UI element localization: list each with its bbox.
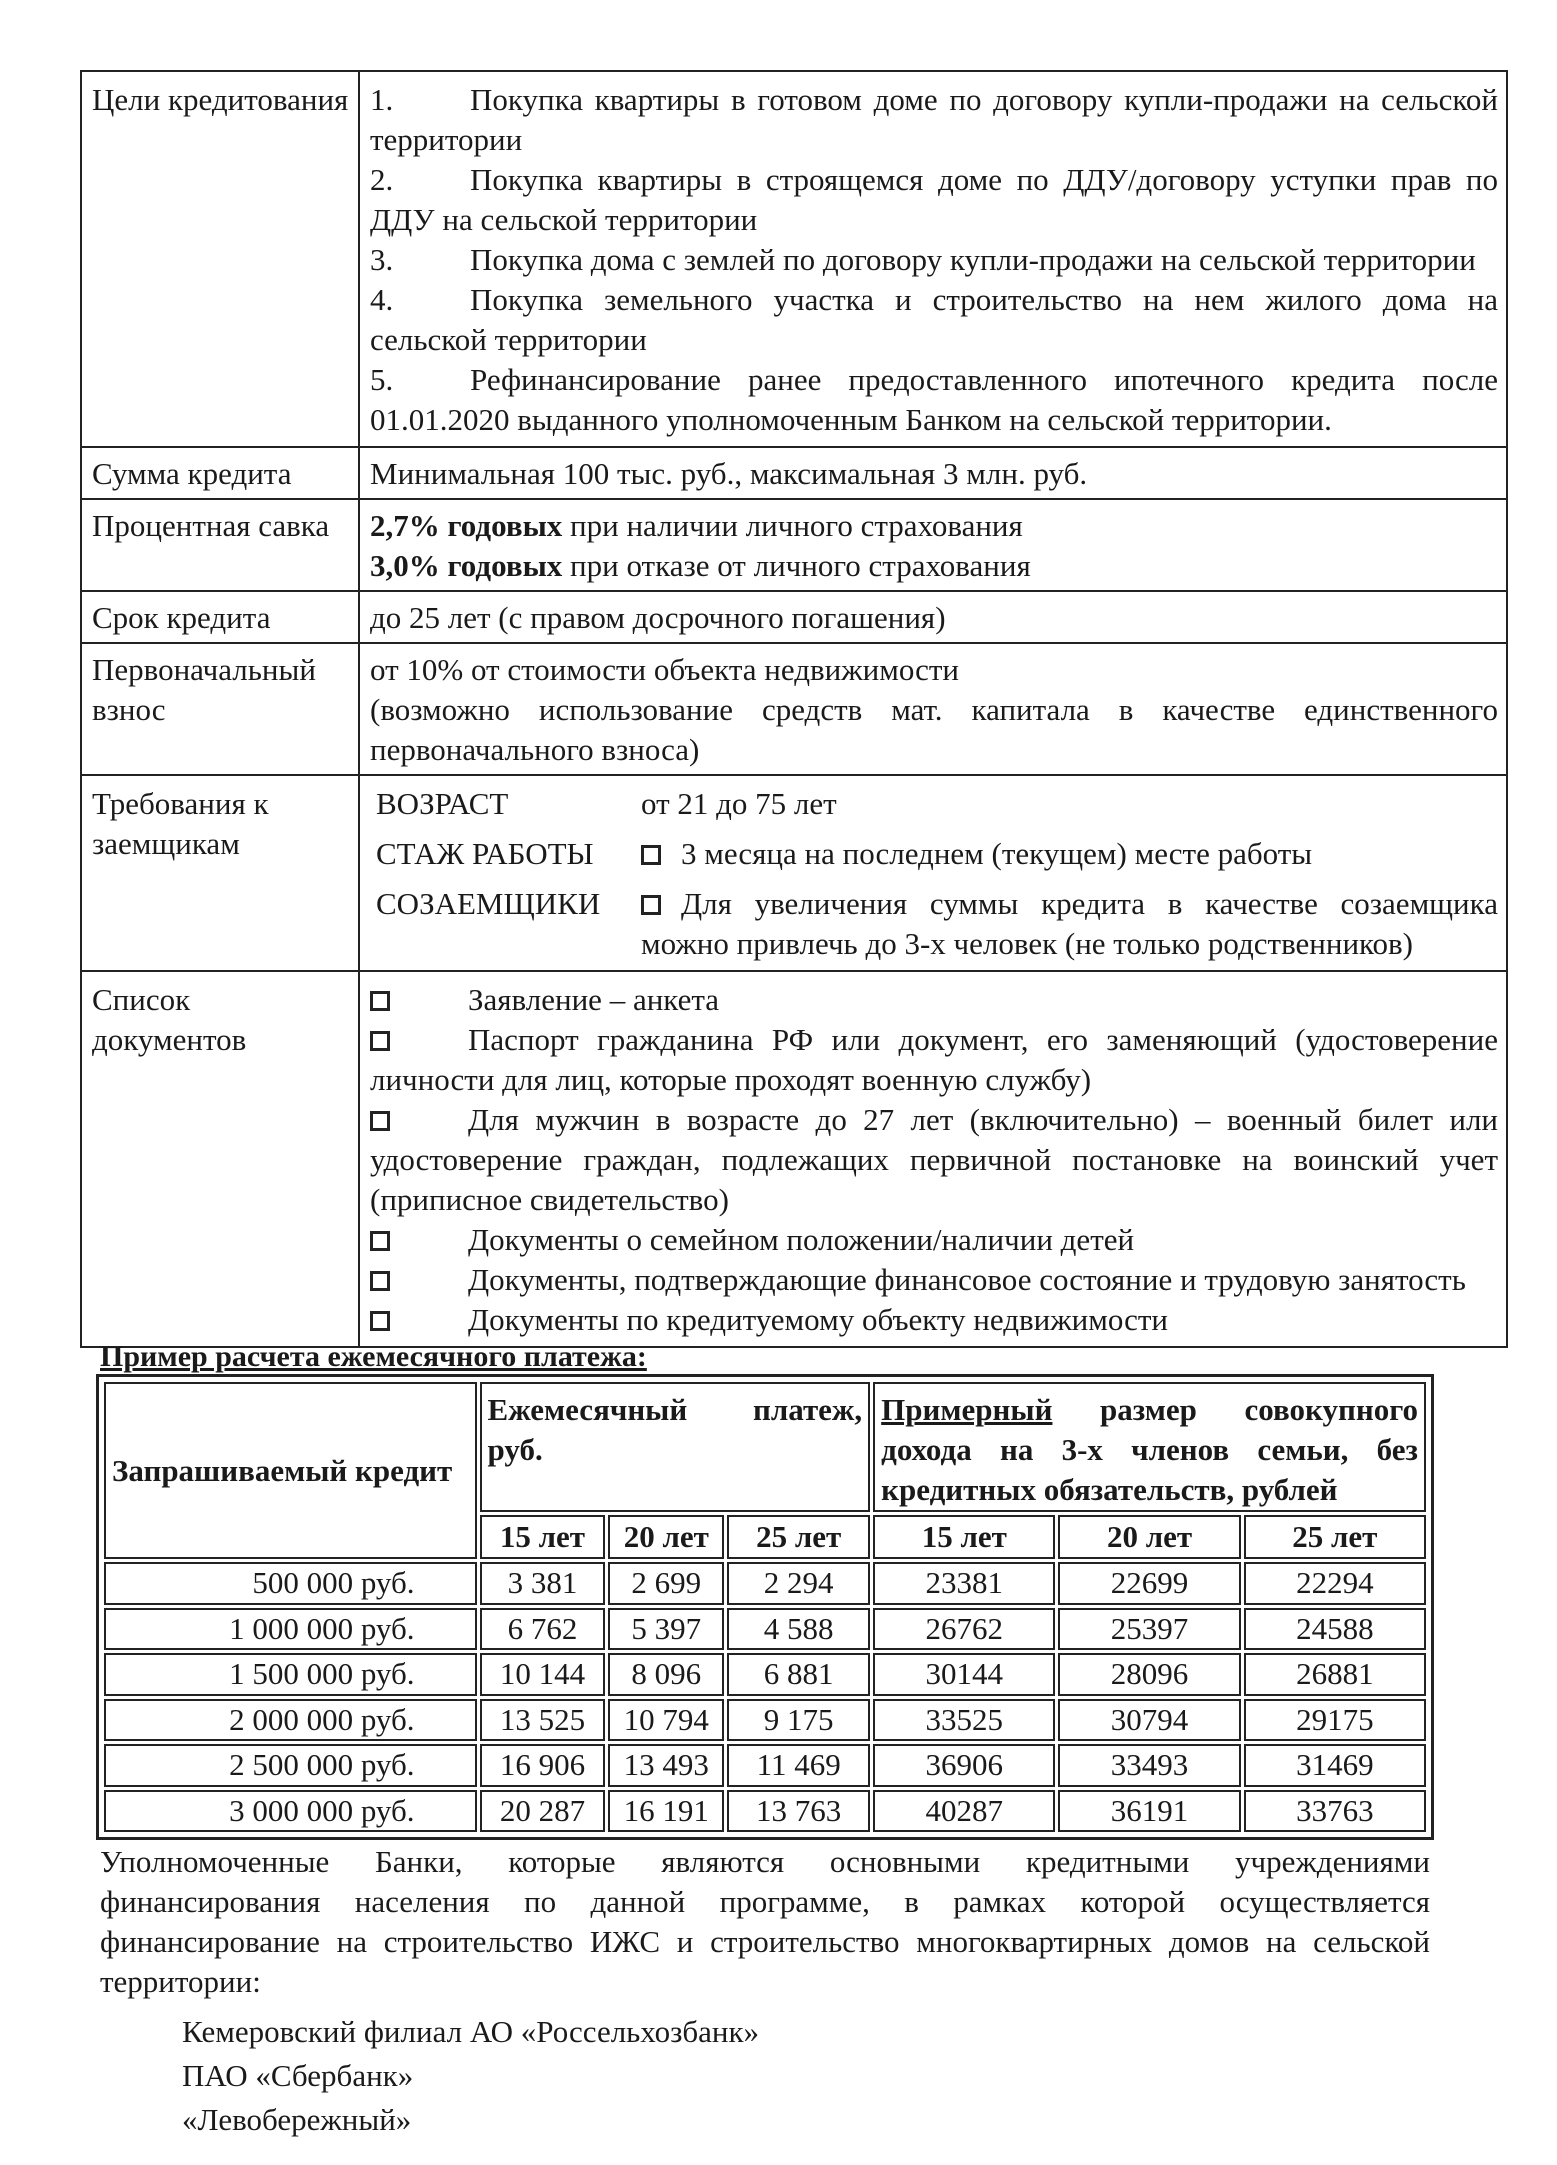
conditions-row-goals bbox=[81, 71, 1507, 447]
table-row bbox=[104, 1562, 1426, 1605]
payment-table-frame bbox=[96, 1374, 1434, 1840]
amount-value: Минимальная 100 тыс. руб., максимальная 3 млн. руб. bbox=[359, 447, 1507, 499]
monthly-payment-25: 6 881 bbox=[727, 1653, 870, 1696]
requested-amount: 500 000 руб. bbox=[104, 1562, 477, 1605]
document-item: Документы о семейном положении/наличии детей bbox=[370, 1220, 1498, 1260]
bank-item: Кемеровский филиал АО «Россельхозбанк» bbox=[182, 2014, 760, 2049]
down-payment-label: Первоначальный взнос bbox=[81, 643, 359, 775]
requested-amount: 1 500 000 руб. bbox=[104, 1653, 477, 1696]
conditions-row-rate bbox=[81, 499, 1507, 591]
income-15: 33525 bbox=[873, 1699, 1055, 1742]
table-row bbox=[104, 1699, 1426, 1742]
table-row bbox=[104, 1608, 1426, 1651]
monthly-payment-25: 2 294 bbox=[727, 1562, 870, 1605]
document-item: Заявление – анкета bbox=[370, 980, 1498, 1020]
monthly-payment-15: 10 144 bbox=[480, 1653, 606, 1696]
rate-label: Процентная савка bbox=[81, 499, 359, 591]
document-item: Документы по кредитуемому объекту недвижимости bbox=[370, 1300, 1498, 1340]
requirements-label: Требования к заемщикам bbox=[81, 775, 359, 971]
monthly-payment-15: 3 381 bbox=[480, 1562, 606, 1605]
document-item: Паспорт гражданина РФ или документ, его заменяющий (удостоверение личности для лиц, которые проходят военную службу) bbox=[370, 1022, 1498, 1097]
monthly-payment-15: 16 906 bbox=[480, 1744, 606, 1787]
checkbox-icon bbox=[641, 845, 661, 865]
monthly-payment-20: 10 794 bbox=[608, 1699, 724, 1742]
income-25: 24588 bbox=[1244, 1608, 1426, 1651]
goals-label: Цели кредитования bbox=[81, 71, 359, 447]
conditions-row-down-payment bbox=[81, 643, 1507, 775]
bank-item: «Левобережный» bbox=[182, 2102, 412, 2137]
checkbox-icon bbox=[641, 895, 661, 915]
year-header: 20 лет bbox=[1058, 1515, 1240, 1559]
goals-list bbox=[359, 71, 1507, 447]
conditions-row-requirements bbox=[81, 775, 1507, 971]
documents-list bbox=[359, 971, 1507, 1347]
checkbox-icon bbox=[370, 1271, 390, 1291]
income-15: 26762 bbox=[873, 1608, 1055, 1651]
document-item: Для мужчин в возрасте до 27 лет (включительно) – военный билет или удостоверение граждан, подлежащих первичной постановке на воинский учет (приписное свидетельство) bbox=[370, 1102, 1498, 1217]
checkbox-icon bbox=[370, 1031, 390, 1051]
income-15: 30144 bbox=[873, 1653, 1055, 1696]
conditions-row-term bbox=[81, 591, 1507, 643]
conditions-row-amount bbox=[81, 447, 1507, 499]
goal-item: 1. Покупка квартиры в готовом доме по договору купли-продажи на сельской территории bbox=[370, 82, 1498, 157]
year-header: 25 лет bbox=[727, 1515, 870, 1559]
income-25: 33763 bbox=[1244, 1790, 1426, 1833]
monthly-payment-15: 13 525 bbox=[480, 1699, 606, 1742]
monthly-payment-20: 5 397 bbox=[608, 1608, 724, 1651]
checkbox-icon bbox=[370, 1231, 390, 1251]
goal-item: 2. Покупка квартиры в строящемся доме по ДДУ/договору уступки прав по ДДУ на сельской территории bbox=[370, 162, 1498, 237]
term-value: до 25 лет (с правом досрочного погашения) bbox=[359, 591, 1507, 643]
bank-list bbox=[182, 2010, 759, 2142]
document-item: Документы, подтверждающие финансовое состояние и трудовую занятость bbox=[370, 1260, 1498, 1300]
authorized-banks-text: Уполномоченные Банки, которые являются основными кредитными учреждениями финансирования населения по данной программе, в рамках которой осуществляется финансирование на строительство ИЖС и строительство многоквартирных домов на сельской территории: bbox=[100, 1844, 1430, 1999]
col-requested-credit: Запрашиваемый кредит bbox=[104, 1382, 477, 1559]
col-approx-income: Примерный размер совокупного дохода на 3-х членов семьи, без кредитных обязательств, рублей bbox=[873, 1382, 1426, 1512]
monthly-payment-20: 2 699 bbox=[608, 1562, 724, 1605]
payment-header-row bbox=[104, 1382, 1426, 1512]
requested-amount: 3 000 000 руб. bbox=[104, 1790, 477, 1833]
goal-item: 4. Покупка земельного участка и строительство на нем жилого дома на сельской территории bbox=[370, 282, 1498, 357]
req-co-value: Для увеличения суммы кредита в качестве созаемщика можно привлечь до 3-х человек (не только родственников) bbox=[641, 886, 1498, 961]
requested-amount: 1 000 000 руб. bbox=[104, 1608, 477, 1651]
monthly-payment-20: 13 493 bbox=[608, 1744, 724, 1787]
year-header: 15 лет bbox=[480, 1515, 606, 1559]
monthly-payment-25: 9 175 bbox=[727, 1699, 870, 1742]
income-20: 28096 bbox=[1058, 1653, 1240, 1696]
income-15: 36906 bbox=[873, 1744, 1055, 1787]
income-15: 23381 bbox=[873, 1562, 1055, 1605]
documents-label: Список документов bbox=[81, 971, 359, 1347]
col-monthly-payment: Ежемесячный платеж, руб. bbox=[480, 1382, 871, 1512]
year-header: 25 лет bbox=[1244, 1515, 1426, 1559]
table-row bbox=[104, 1653, 1426, 1696]
req-age-value: от 21 до 75 лет bbox=[641, 786, 837, 821]
payment-table bbox=[101, 1379, 1429, 1835]
checkbox-icon bbox=[370, 1311, 390, 1331]
requested-amount: 2 000 000 руб. bbox=[104, 1699, 477, 1742]
year-header: 15 лет bbox=[873, 1515, 1055, 1559]
amount-label: Сумма кредита bbox=[81, 447, 359, 499]
requested-amount: 2 500 000 руб. bbox=[104, 1744, 477, 1787]
requirements-value bbox=[359, 775, 1507, 971]
bank-item: ПАО «Сбербанк» bbox=[182, 2058, 414, 2093]
checkbox-icon bbox=[370, 991, 390, 1011]
checkbox-icon bbox=[370, 1111, 390, 1131]
income-25: 29175 bbox=[1244, 1699, 1426, 1742]
monthly-payment-15: 20 287 bbox=[480, 1790, 606, 1833]
payment-example-title: Пример расчета ежемесячного платежа: bbox=[100, 1340, 647, 1373]
req-work-key: СТАЖ РАБОТЫ bbox=[376, 836, 594, 871]
table-row bbox=[104, 1744, 1426, 1787]
income-15: 40287 bbox=[873, 1790, 1055, 1833]
monthly-payment-25: 11 469 bbox=[727, 1744, 870, 1787]
income-20: 30794 bbox=[1058, 1699, 1240, 1742]
income-20: 22699 bbox=[1058, 1562, 1240, 1605]
down-payment-value: от 10% от стоимости объекта недвижимости (возможно использование средств мат. капитала в качестве единственного первоначального взноса) bbox=[359, 643, 1507, 775]
monthly-payment-15: 6 762 bbox=[480, 1608, 606, 1651]
year-header: 20 лет bbox=[608, 1515, 724, 1559]
monthly-payment-25: 4 588 bbox=[727, 1608, 870, 1651]
income-20: 36191 bbox=[1058, 1790, 1240, 1833]
loan-conditions-table bbox=[80, 70, 1508, 1348]
income-20: 25397 bbox=[1058, 1608, 1240, 1651]
income-25: 26881 bbox=[1244, 1653, 1426, 1696]
req-co-key: СОЗАЕМЩИКИ bbox=[376, 886, 601, 921]
income-20: 33493 bbox=[1058, 1744, 1240, 1787]
rate-value: 2,7% годовых при наличии личного страхования 3,0% годовых при отказе от личного страхования bbox=[359, 499, 1507, 591]
monthly-payment-20: 16 191 bbox=[608, 1790, 724, 1833]
table-row bbox=[104, 1790, 1426, 1833]
goal-item: 3. Покупка дома с землей по договору купли-продажи на сельской территории bbox=[370, 242, 1476, 277]
req-work-value: 3 месяца на последнем (текущем) месте работы bbox=[641, 834, 1498, 874]
monthly-payment-25: 13 763 bbox=[727, 1790, 870, 1833]
req-age-key: ВОЗРАСТ bbox=[376, 786, 509, 821]
monthly-payment-20: 8 096 bbox=[608, 1653, 724, 1696]
income-25: 31469 bbox=[1244, 1744, 1426, 1787]
term-label: Срок кредита bbox=[81, 591, 359, 643]
conditions-row-documents bbox=[81, 971, 1507, 1347]
income-25: 22294 bbox=[1244, 1562, 1426, 1605]
goal-item: 5. Рефинансирование ранее предоставленного ипотечного кредита после 01.01.2020 выданного уполномоченным Банком на сельской территории. bbox=[370, 362, 1498, 437]
